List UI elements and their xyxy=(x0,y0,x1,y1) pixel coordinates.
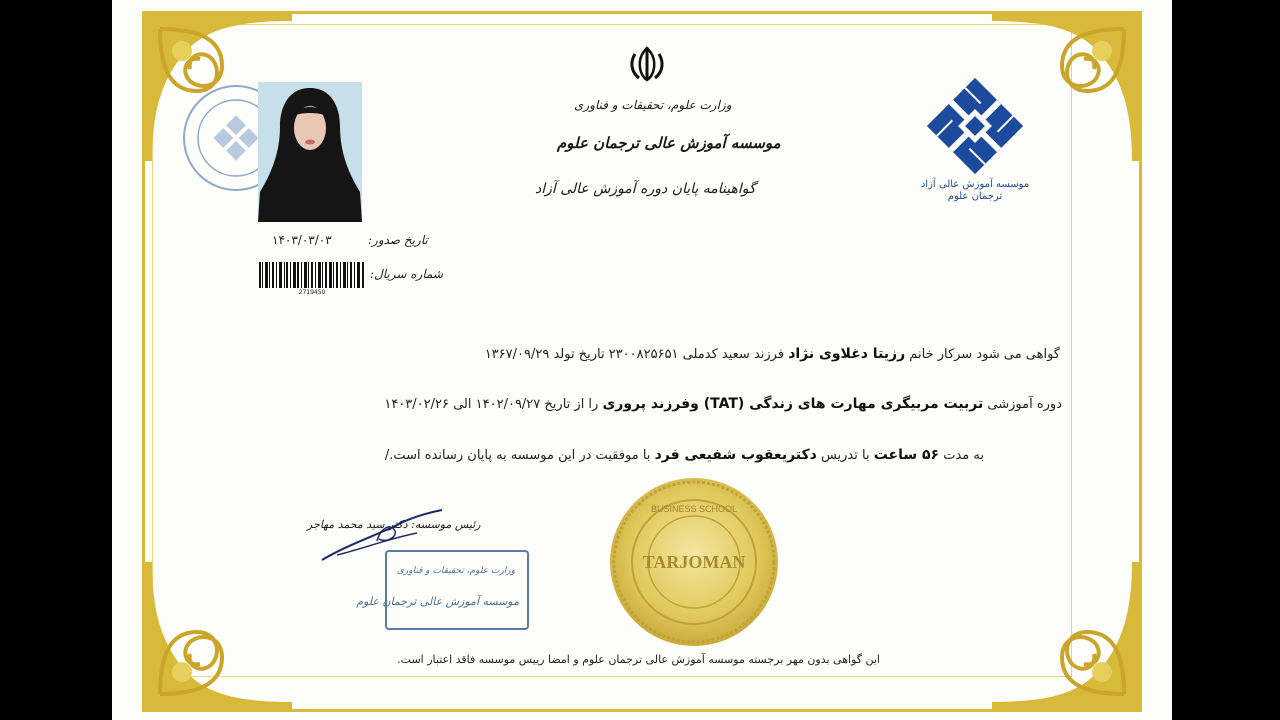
institute-logo-icon xyxy=(927,78,1023,174)
ornament-corner-bottom-left xyxy=(142,562,292,712)
barcode-number: 2719450 xyxy=(298,289,326,296)
line3-mid: با تدریس xyxy=(816,448,874,463)
serial-barcode xyxy=(259,262,365,288)
institute-title: موسسه آموزش عالی ترجمان علوم xyxy=(557,134,781,152)
line1-suffix: فرزند سعید کدملی ۲۳۰۰۸۲۵۶۵۱ تاریخ تولد ۱۳۶۷/۰۹/۲۹ xyxy=(484,347,789,362)
certificate-line-3 xyxy=(385,447,984,463)
course-name: تربیت مربیگری مهارت های زندگی (TAT) وفرزند پروری xyxy=(602,396,984,412)
holder-photo xyxy=(258,82,362,222)
rectangular-stamp xyxy=(356,550,529,630)
logo-caption xyxy=(920,179,1030,203)
iran-emblem-icon xyxy=(627,44,667,84)
holder-name: رزیتا دغلاوی نژاد xyxy=(788,346,906,362)
logo-caption-line1: موسسه آموزش عالی آزاد xyxy=(920,179,1030,190)
line3-suffix: با موفقیت در این موسسه به پایان رسانده است./ xyxy=(384,448,655,463)
logo-caption-line2: ترجمان علوم xyxy=(947,191,1003,202)
issue-date-label: تاریخ صدور: xyxy=(368,233,428,247)
line2-prefix: دوره آموزشی xyxy=(983,397,1062,412)
line2-suffix: را از تاریخ ۱۴۰۲/۰۹/۲۷ الی ۱۴۰۳/۰۲/۲۶ xyxy=(384,397,603,412)
serial-label: شماره سریال: xyxy=(370,267,443,281)
ministry-title: وزارت علوم، تحقیقات و فناوری xyxy=(574,98,732,112)
line1-prefix: گواهی می شود سرکار خانم xyxy=(905,347,1060,362)
rect-stamp-line2: موسسه آموزش عالی ترجمان علوم xyxy=(356,595,519,608)
embossed-gold-seal-icon xyxy=(608,476,780,648)
seal-top-text: BUSINESS SCHOOL xyxy=(650,504,738,514)
course-hours: ۵۶ ساعت xyxy=(873,447,940,463)
teacher-name: دکتریعقوب شفیعی فرد xyxy=(654,447,817,463)
certificate-line-1 xyxy=(485,346,1060,362)
certificate-line-2 xyxy=(384,396,1062,412)
line3-prefix: به مدت xyxy=(939,448,984,463)
rect-stamp-line1: وزارت علوم، تحقیقات و فناوری xyxy=(396,566,515,576)
issue-date-value: ۱۴۰۳/۰۳/۰۳ xyxy=(272,233,332,247)
validity-note: این گواهی بدون مهر برجسته موسسه آموزش عالی ترجمان علوم و امضا رییس موسسه فاقد اعتبار است. xyxy=(397,653,880,666)
director-signature-label: رئیس موسسه: دکتر سید محمد مهاجر xyxy=(307,518,481,531)
document-type-title: گواهینامه پایان دوره آموزش عالی آزاد xyxy=(535,181,756,197)
seal-center-text: TARJOMAN xyxy=(642,552,746,572)
certificate-page xyxy=(112,0,1172,720)
ornament-corner-bottom-right xyxy=(992,562,1142,712)
